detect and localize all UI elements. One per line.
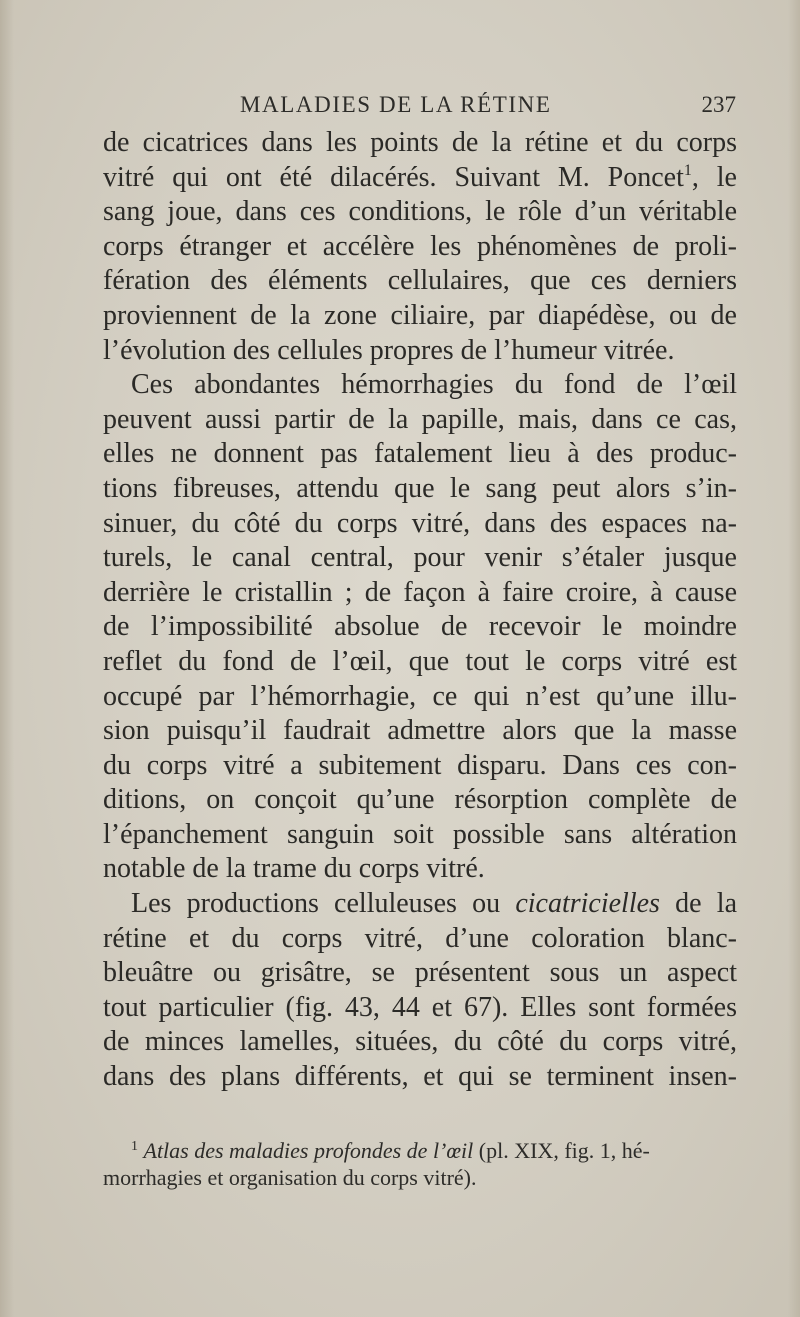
text-line: reflet du fond de l’œil, que tout le corps vitré est — [103, 645, 737, 677]
text-line: ditions, on conçoit qu’une résorption complète de — [103, 784, 737, 816]
text-line: rétine et du corps vitré, d’une coloration blanc- — [103, 922, 737, 954]
text-line: tions fibreuses, attendu que le sang peut alors s’in- — [103, 472, 737, 504]
text-line: occupé par l’hémorrhagie, ce qui n’est qu’une illu- — [103, 680, 737, 712]
text-line: fération des éléments cellulaires, que ces derniers — [103, 265, 737, 297]
text-line: sion puisqu’il faudrait admettre alors que la masse — [103, 715, 737, 747]
footnote — [103, 1137, 737, 1191]
text-line: de cicatrices dans les points de la rétine et du corps — [103, 127, 737, 158]
text-line: de minces lamelles, situées, du côté du corps vitré, — [103, 1026, 737, 1058]
footnote-reference: 1 — [683, 161, 692, 179]
footnote-mark: 1 — [131, 1139, 138, 1154]
page-number: 237 — [701, 92, 736, 117]
text-line: peuvent aussi partir de la papille, mais, dans ce cas, — [103, 403, 737, 435]
running-head — [100, 92, 740, 122]
text-line: l’évolution des cellules propres de l’humeur vitrée. — [103, 334, 675, 366]
text-line: vitré qui ont été dilacérés. Suivant M. Poncet$^1$, le — [103, 161, 737, 193]
footnote-title: Atlas des maladies profondes de l’œil — [143, 1138, 474, 1163]
text-line: corps étranger et accélère les phénomènes de proli- — [103, 230, 737, 262]
text-line: bleuâtre ou grisâtre, se présentent sous un aspect — [103, 957, 737, 989]
text-line: l’épanchement sanguin soit possible sans altération — [103, 818, 737, 850]
footnote-line: $^1$ Atlas des maladies profondes de l’œil (pl. XIX, fig. 1, hé- — [131, 1138, 650, 1163]
text-line: sang joue, dans ces conditions, le rôle d’un véritable — [103, 196, 737, 228]
footnote-line: morrhagies et organisation du corps vitré). — [103, 1165, 477, 1190]
italic-term: cicatricielles — [515, 888, 660, 920]
text-line: turels, le canal central, pour venir s’étaler jusque — [103, 542, 737, 574]
text-line: elles ne donnent pas fatalement lieu à des produc- — [103, 438, 737, 470]
text-line: de l’impossibilité absolue de recevoir le moindre — [103, 611, 737, 643]
page-shadow-right — [788, 0, 800, 1317]
text-line: tout particulier (fig. 43, 44 et 67). Elles sont formées — [103, 991, 737, 1023]
text-line: derrière le cristallin ; de façon à faire croire, à cause — [103, 576, 737, 608]
running-title: MALADIES DE LA RÉTINE — [240, 92, 552, 117]
text-line: Les productions celluleuses ou cicatricielles de la — [131, 888, 737, 920]
text-line: sinuer, du côté du corps vitré, dans des espaces na- — [103, 507, 737, 539]
text-line: dans des plans différents, et qui se terminent insen- — [103, 1061, 737, 1093]
body-text — [103, 126, 737, 1095]
text-line: notable de la trame du corps vitré. — [103, 853, 485, 885]
page-shadow-left — [0, 0, 14, 1317]
text-line: Ces abondantes hémorrhagies du fond de l’œil — [131, 369, 737, 401]
text-line: du corps vitré a subitement disparu. Dans ces con- — [103, 749, 737, 781]
text-line: proviennent de la zone ciliaire, par diapédèse, ou de — [103, 299, 737, 331]
